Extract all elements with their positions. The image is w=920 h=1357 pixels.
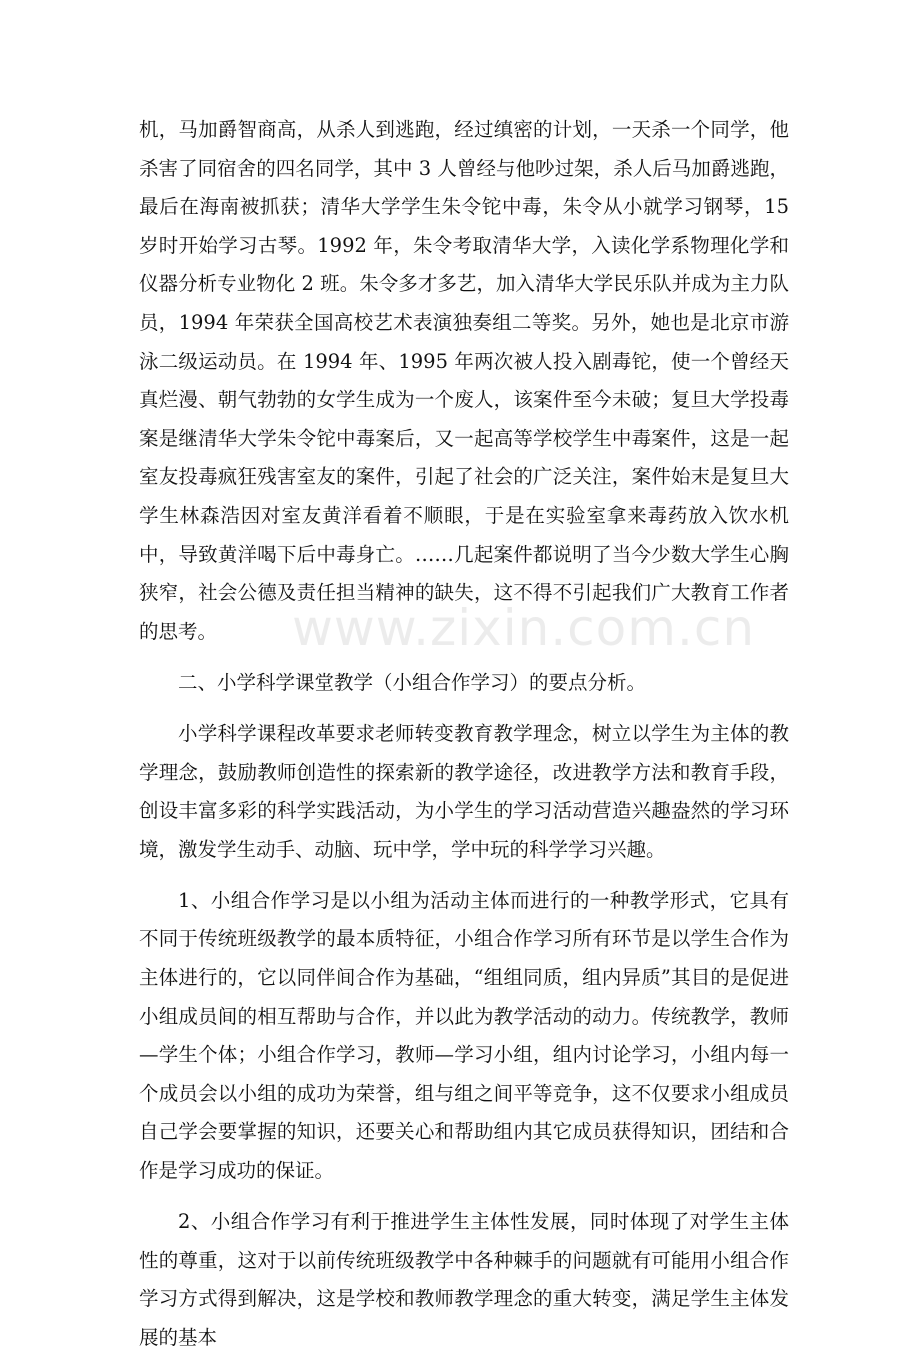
paragraph: 小学科学课程改革要求老师转变教育教学理念，树立以学生为主体的教学理念，鼓励教师创造性的探索新的教学途径，改进教学方法和教育手段，创设丰富多彩的科学实践活动，为小学生的学习活动营造兴趣盎然的学习环境，激发学生动手、动脑、玩中学，学中玩的科学学习兴趣。 xyxy=(139,721,789,861)
watermark: www.zixin.com.cn xyxy=(292,599,756,657)
document-body xyxy=(139,111,796,1357)
paragraph: 机，马加爵智商高，从杀人到逃跑，经过缜密的计划，一天杀一个同学，他杀害了同宿舍的四名同学，其中 3 人曾经与他吵过架，杀人后马加爵逃跑，最后在海南被抓获；清华大学学生朱令铊中毒，朱令从小就学习钢琴，15 岁时开始学习古琴。1992 年，朱令考取清华大学，入读化学系物理化学和仪器分析专业物化 2 班。朱令多才多艺，加入清华大学民乐队并成为主力队员，1994 年荣获全国高校艺术表演独奏组二等奖。另外，她也是北京市游泳二级运动员。在 1994 年、1995 年两次被人投入剧毒铊，使一个曾经天真烂漫、朝气勃勃的女学生成为一个废人，该案件至今未破；复旦大学投毒案是继清华大学朱令铊中毒案后，又一起高等学校学生中毒案件，这是一起室友投毒疯狂残害室友的案件，引起了社会的广泛关注，案件始末是复旦大学生林森浩因对室友黄洋看着不顺眼，于是在实验室拿来毒药放入饮水机中，导致黄洋喝下后中毒身亡。……几起案件都说明了当今少数大学生心胸狭窄，社会公德及责任担当精神的缺失，这不得不引起我们广大教育工作者的思考。 xyxy=(139,118,796,643)
section-heading: 二、小学科学课堂教学（小组合作学习）的要点分析。 xyxy=(178,670,647,694)
paragraph: 1、小组合作学习是以小组为活动主体而进行的一种教学形式，它具有不同于传统班级教学的最本质特征，小组合作学习所有环节是以学生合作为主体进行的，它以同伴间合作为基础，“组组同质，组内异质”其目的是促进小组成员间的相互帮助与合作，并以此为教学活动的动力。传统教学，教师—学生个体；小组合作学习，教师—学习小组，组内讨论学习，小组内每一个成员会以小组的成功为荣誉，组与组之间平等竞争，这不仅要求小组成员自己学会要掌握的知识，还要关心和帮助组内其它成员获得知识，团结和合作是学习成功的保证。 xyxy=(139,888,789,1182)
paragraph: 2、小组合作学习有利于推进学生主体性发展，同时体现了对学生主体性的尊重，这对于以前传统班级教学中各种棘手的问题就有可能用小组合作学习方式得到解决，这是学校和教师教学理念的重大转变，满足学生主体发展的基本 xyxy=(139,1210,789,1349)
